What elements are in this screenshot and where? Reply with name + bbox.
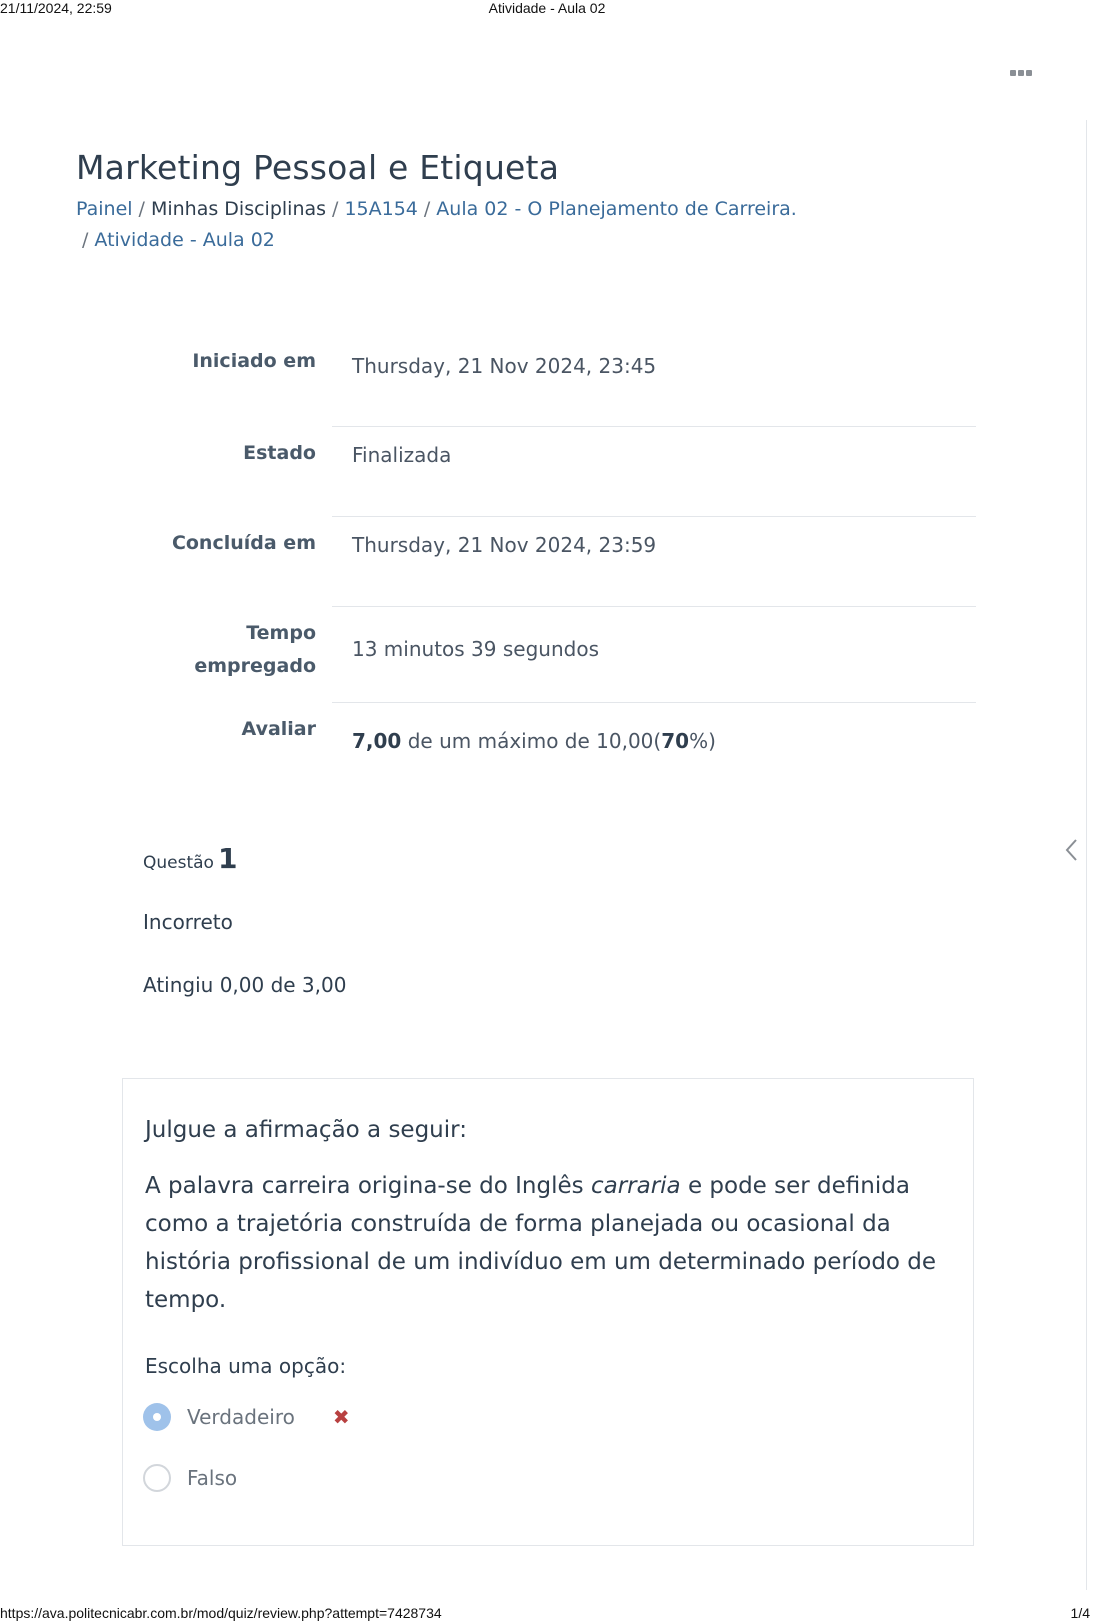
time-value: 13 minutos 39 segundos [332,607,976,703]
summary-row-time [140,607,976,703]
breadcrumb-separator: / [138,198,145,220]
option-verdadeiro[interactable] [143,1403,350,1431]
drawer-edge [1086,120,1087,1590]
statement-before: A palavra carreira origina-se do Inglês [145,1173,591,1199]
breadcrumb-activity[interactable]: Atividade - Aula 02 [94,229,275,251]
menu-dot [1018,70,1024,76]
option-label: Verdadeiro [187,1405,295,1429]
question-grade: Atingiu 0,00 de 3,00 [143,973,347,997]
menu-dot [1026,70,1032,76]
summary-row-started [140,340,976,427]
page-title: Marketing Pessoal e Etiqueta [76,148,560,187]
time-label-line1: Tempo [246,622,316,644]
question-state: Incorreto [143,910,233,934]
answer-prompt: Escolha uma opção: [145,1354,347,1378]
question-number [143,842,237,875]
actions-menu-icon[interactable] [1010,70,1032,78]
print-doc-title: Atividade - Aula 02 [488,0,606,16]
summary-row-state [140,427,976,517]
time-label [140,607,316,703]
grade-percent: 70 [661,729,690,753]
print-url: https://ava.politecnicabr.com.br/mod/quiz/review.php?attempt=7428734 [0,1605,442,1621]
breadcrumb-course-code[interactable]: 15A154 [344,198,418,220]
question-label-text: Questão [143,853,214,873]
radio-selected-icon[interactable] [143,1403,171,1431]
print-datetime: 21/11/2024, 22:59 [0,0,112,16]
cross-icon: ✖ [332,1405,350,1429]
print-footer [0,1605,1094,1623]
print-page-indicator: 1/4 [1070,1605,1090,1621]
print-header [0,0,1094,18]
radio-unselected-icon[interactable] [143,1464,171,1492]
question-label [143,842,238,875]
started-value: Thursday, 21 Nov 2024, 23:45 [332,340,976,427]
breadcrumb-separator: / [423,198,431,220]
breadcrumb-lesson[interactable]: Aula 02 - O Planejamento de Carreira. [436,198,797,220]
option-label: Falso [187,1466,238,1490]
question-intro: Julgue a afirmação a seguir: [145,1117,467,1143]
question-content [122,1078,974,1546]
breadcrumb [76,194,836,256]
grade-percent-suffix: %) [689,729,716,753]
option-falso[interactable] [143,1464,237,1492]
breadcrumb-minhas-disciplinas: Minhas Disciplinas [150,198,327,220]
grade-value [332,703,976,783]
grade-label: Avaliar [241,718,316,740]
breadcrumb-painel[interactable]: Painel [76,198,133,220]
completed-value: Thursday, 21 Nov 2024, 23:59 [332,517,976,607]
time-label-line2: empregado [194,655,316,677]
breadcrumb-separator: / [82,229,89,251]
statement-after: e pode ser definida como a trajetória construída de forma planejada ou ocasional da história profissional de um indivíduo em um determinado período de tempo. [145,1173,937,1313]
statement-italic-word: carraria [590,1173,681,1199]
summary-row-completed [140,517,976,607]
breadcrumb-separator: / [332,198,339,220]
summary-row-grade [140,703,976,783]
completed-label: Concluída em [171,532,316,554]
question-number-value: 1 [217,842,238,875]
state-label: Estado [243,442,316,464]
question-statement [145,1167,945,1319]
menu-dot [1010,70,1016,76]
grade-score: 7,00 [352,729,402,753]
started-label: Iniciado em [192,350,316,372]
state-value: Finalizada [332,427,976,517]
attempt-summary [140,340,976,783]
grade-max-text: de um máximo de 10,00( [401,729,662,753]
chevron-left-icon[interactable] [1062,836,1082,864]
